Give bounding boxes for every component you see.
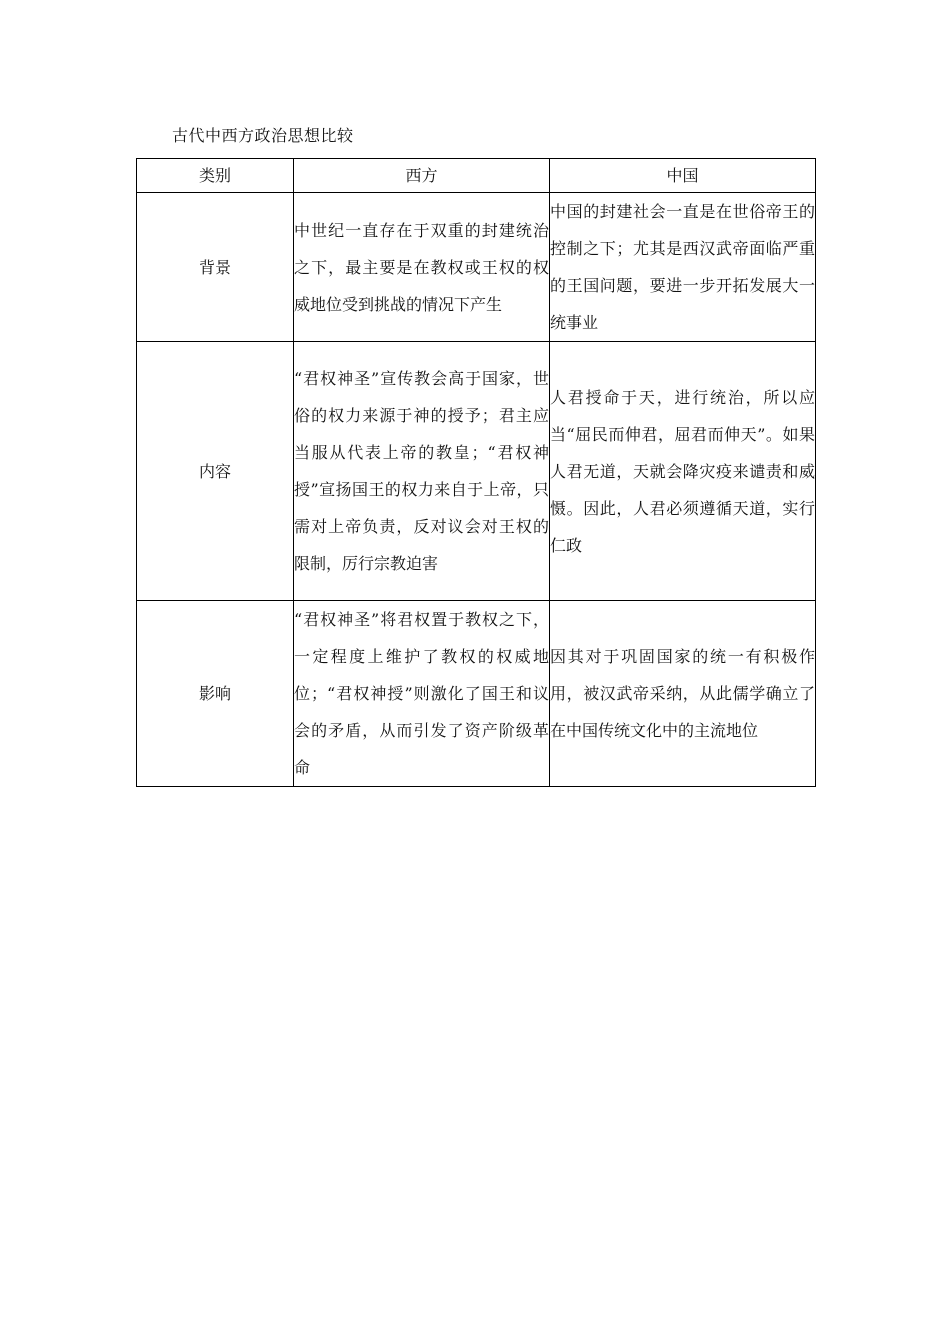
cell-west-background: 中世纪一直存在于双重的封建统治之下，最主要是在教权或王权的权威地位受到挑战的情况下产生 — [294, 193, 550, 342]
cell-china-influence: 因其对于巩固国家的统一有积极作用，被汉武帝采纳，从此儒学确立了在中国传统文化中的主流地位 — [550, 601, 816, 787]
cell-china-background: 中国的封建社会一直是在世俗帝王的控制之下；尤其是西汉武帝面临严重的王国问题，要进一步开拓发展大一统事业 — [550, 193, 816, 342]
row-category-background: 背景 — [137, 193, 294, 342]
row-category-influence: 影响 — [137, 601, 294, 787]
header-category: 类别 — [137, 159, 294, 193]
cell-china-content: 人君授命于天，进行统治，所以应当“屈民而伸君，屈君而伸天”。如果人君无道，天就会降灾疫来谴责和威慑。因此，人君必须遵循天道，实行仁政 — [550, 342, 816, 601]
header-china: 中国 — [550, 159, 816, 193]
table-header-row — [137, 159, 816, 193]
header-west: 西方 — [294, 159, 550, 193]
table-row — [137, 342, 816, 601]
table-row — [137, 193, 816, 342]
document-title: 古代中西方政治思想比较 — [172, 126, 354, 145]
table-row — [137, 601, 816, 787]
comparison-table — [136, 158, 816, 787]
row-category-content: 内容 — [137, 342, 294, 601]
cell-west-influence: “君权神圣”将君权置于教权之下，一定程度上维护了教权的权威地位；“君权神授”则激化了国王和议会的矛盾，从而引发了资产阶级革命 — [294, 601, 550, 787]
cell-west-content: “君权神圣”宣传教会高于国家，世俗的权力来源于神的授予；君主应当服从代表上帝的教皇；“君权神授”宣扬国王的权力来自于上帝，只需对上帝负责，反对议会对王权的限制，厉行宗教迫害 — [294, 342, 550, 601]
